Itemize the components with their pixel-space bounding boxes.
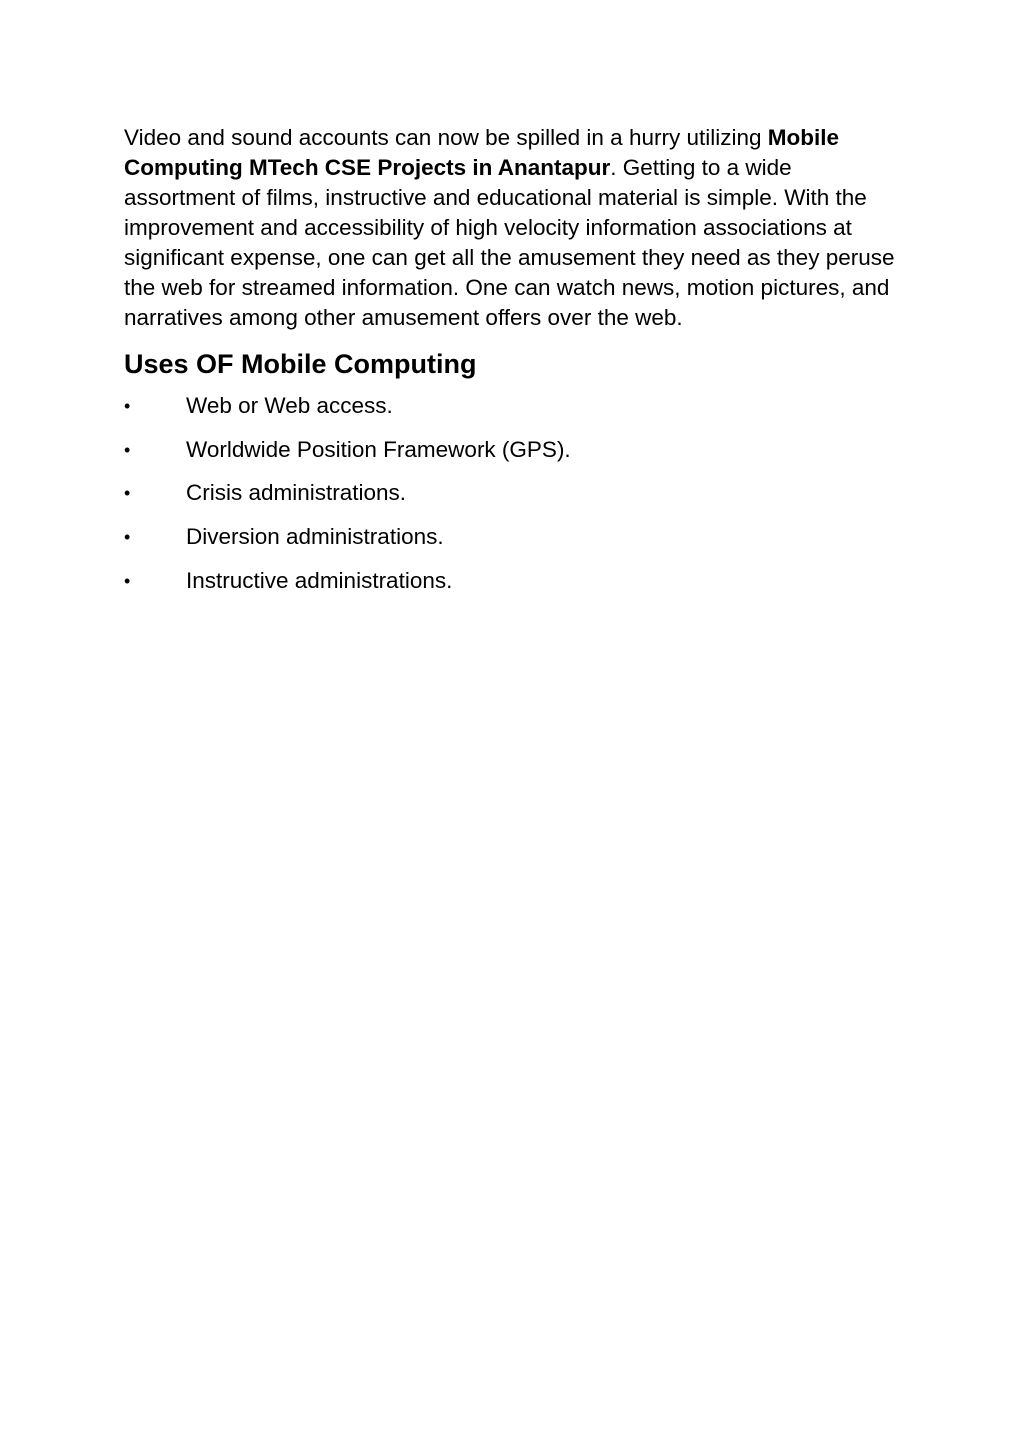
bullet-icon: •	[124, 483, 131, 504]
list-item-text: Worldwide Position Framework (GPS).	[186, 436, 571, 462]
bullet-icon: •	[124, 527, 131, 548]
intro-paragraph	[124, 123, 904, 333]
intro-text: Video and sound accounts can now be spilled in a hurry utilizing	[124, 125, 768, 150]
list-item-text: Crisis administrations.	[186, 480, 407, 506]
list-item	[124, 391, 904, 421]
document-page	[124, 123, 904, 609]
intro-bold-phrase: Mobile Computing MTech CSE Projects in Anantapur	[124, 125, 839, 180]
list-item-text: Instructive administrations.	[186, 567, 453, 593]
list-item	[124, 566, 904, 596]
section-heading: Uses OF Mobile Computing	[124, 349, 477, 379]
bullet-icon: •	[124, 570, 131, 591]
uses-list	[124, 391, 904, 596]
bullet-icon: •	[124, 396, 131, 416]
bullet-icon: •	[124, 439, 131, 460]
intro-text-continued: . Getting to a wide assortment of films, instructive and educational material is simple. With the improvement and accessibility of high velocity information associations at significant expense, one can get all the amusement they need as they peruse the web for streamed information. One can watch news, motion pictures, and narratives among other amusement offers over the web.	[124, 155, 895, 330]
list-item	[124, 435, 904, 465]
list-item-text: Web or Web access.	[186, 393, 393, 418]
list-item-text: Diversion administrations.	[186, 524, 444, 550]
list-item	[124, 478, 904, 508]
list-item	[124, 522, 904, 552]
